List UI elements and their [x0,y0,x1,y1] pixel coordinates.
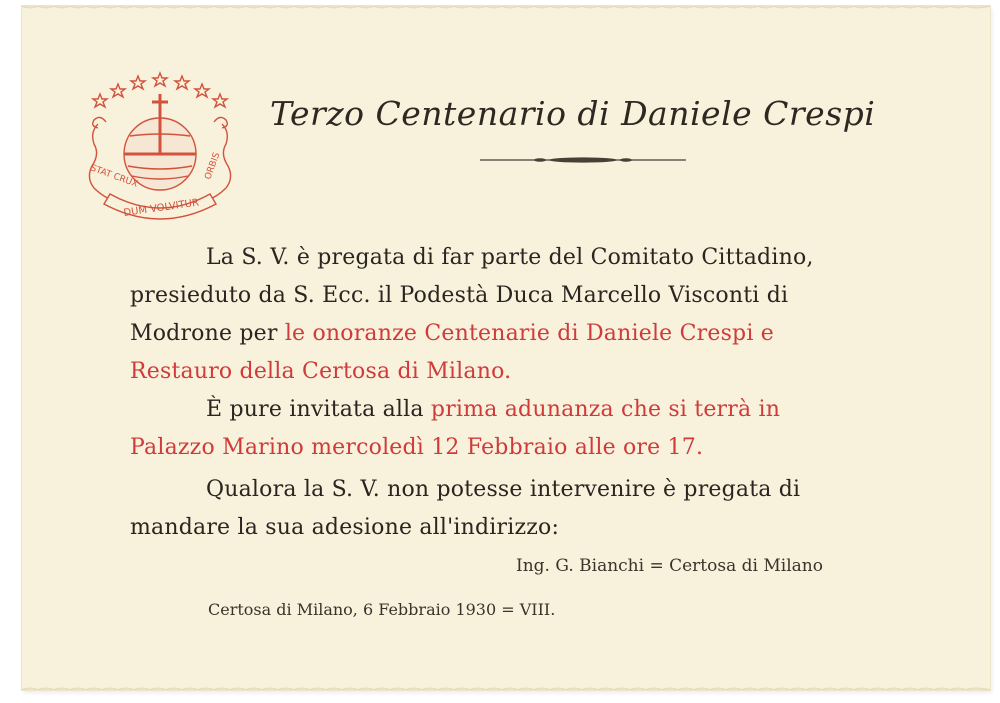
body-line-7: Qualora la S. V. non potesse intervenire è pregata di [206,477,801,502]
body-line-5 [206,396,1000,424]
body-line-4: Restauro della Certosa di Milano. [130,359,512,384]
body-line-6: Palazzo Marino mercoledì 12 Febbraio alle ore 17. [130,435,704,460]
body-line-2: presieduto da S. Ecc. il Podestà Duca Marcello Visconti di [130,283,789,308]
motto-bottom: DUM VOLVITUR [122,197,200,219]
signature: Ing. G. Bianchi = Certosa di Milano [516,556,823,576]
highlight-adunanza: prima adunanza che si terrà in [430,397,781,422]
page-title: Terzo Centenario di Daniele Crespi [270,94,876,133]
body-line-5-text: È pure invitata alla [206,397,431,422]
motto-right: ORBIS [203,151,223,182]
motto-top: STAT CRUX [88,163,140,190]
dateline: Certosa di Milano, 6 Febbraio 1930 = VIII. [208,600,556,619]
emblem-seal [70,62,250,232]
body-line-3 [130,320,1000,348]
body-line-3-text: Modrone per [130,321,285,346]
highlight-onoranze: le onoranze Centenarie di Daniele Crespi e [284,321,774,346]
ornamental-rule [480,154,686,166]
body-line-1: La S. V. è pregata di far parte del Comitato Cittadino, [206,245,814,270]
body-line-8: mandare la sua adesione all'indirizzo: [130,515,560,540]
